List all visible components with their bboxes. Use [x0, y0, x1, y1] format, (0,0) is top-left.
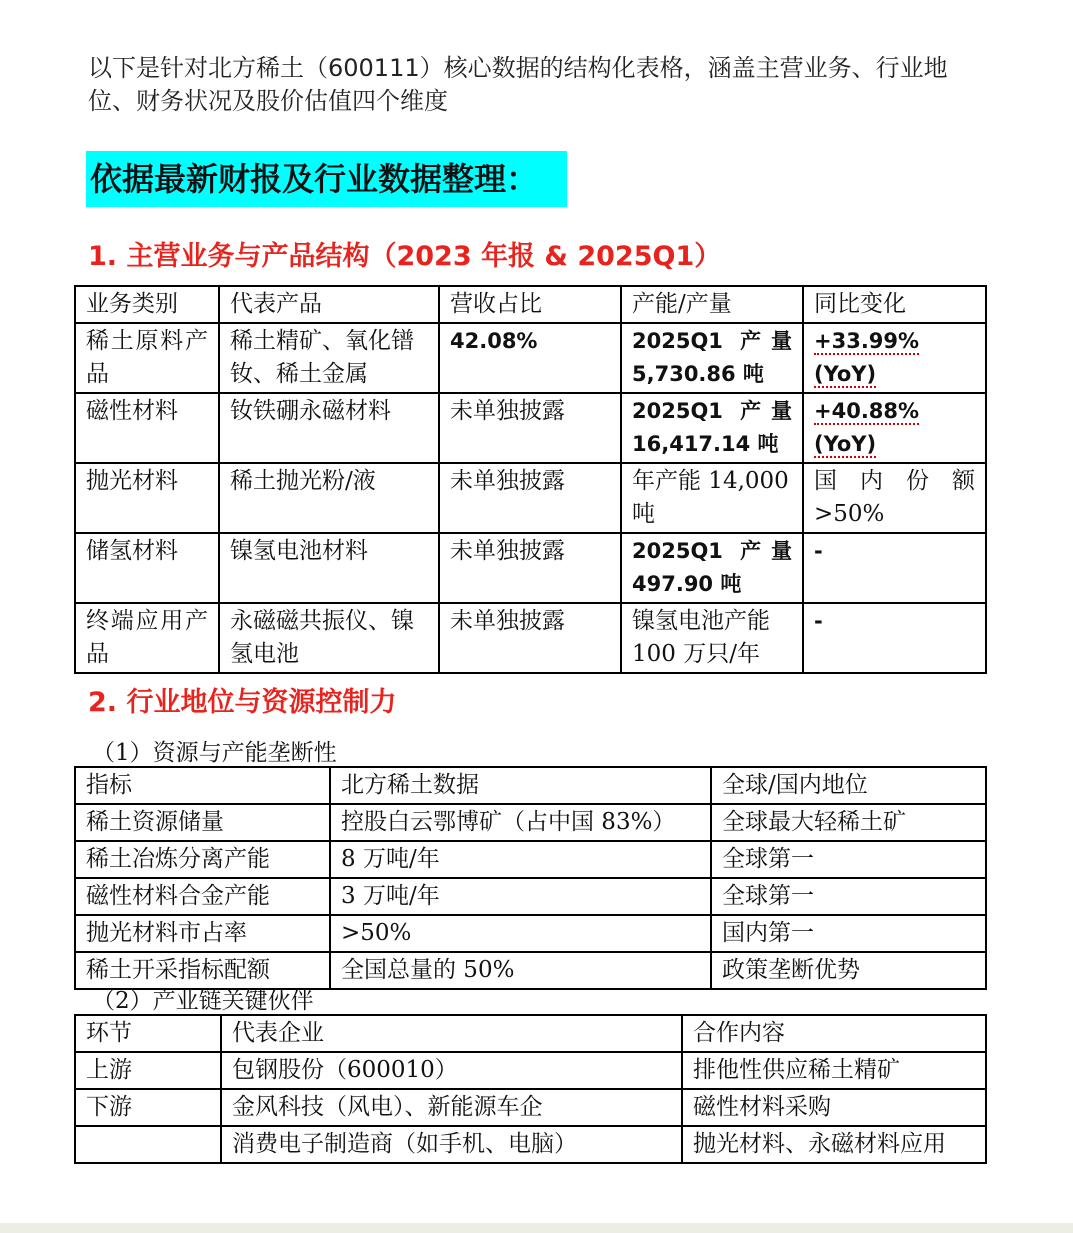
table-cell: 全球第一 — [711, 878, 986, 915]
table-cell: 稀土资源储量 — [75, 804, 330, 841]
section-2-heading — [88, 680, 396, 719]
section-2-number: 2. — [88, 687, 118, 718]
table-row — [75, 533, 986, 603]
table-cell: 稀土原料产品 — [75, 323, 219, 393]
section-1-number: 1. — [88, 241, 118, 272]
table-row — [75, 393, 986, 463]
table-cell: 稀土精矿、氧化镨钕、稀土金属 — [219, 323, 439, 393]
table-cell: 8 万吨/年 — [330, 841, 711, 878]
table-cell: 包钢股份（600010） — [221, 1052, 682, 1089]
table-cell: 永磁磁共振仪、镍氢电池 — [219, 603, 439, 673]
header-cell: 环节 — [75, 1015, 221, 1052]
table-row — [75, 1052, 986, 1089]
table-row — [75, 1126, 986, 1163]
table-row — [75, 463, 986, 533]
table-row — [75, 878, 986, 915]
table-cell: 全球第一 — [711, 841, 986, 878]
table-cell: 国内第一 — [711, 915, 986, 952]
yoy-text: +40.88% (YoY) — [814, 399, 920, 456]
table-header-row — [75, 286, 986, 323]
yoy-text: +33.99% (YoY) — [814, 329, 920, 386]
table-cell: 金风科技（风电）、新能源车企 — [221, 1089, 682, 1126]
table-cell: 未单独披露 — [439, 533, 621, 603]
table-cell: 全国总量的 50% — [330, 952, 711, 989]
table-cell: 镍氢电池材料 — [219, 533, 439, 603]
table-cell: 全球最大轻稀土矿 — [711, 804, 986, 841]
table-header-row — [75, 1015, 986, 1052]
table-header-row — [75, 767, 986, 804]
table-cell: 抛光材料 — [75, 463, 219, 533]
table-cell: 未单独披露 — [439, 463, 621, 533]
table-row — [75, 1089, 986, 1126]
partner-table — [74, 1014, 987, 1164]
table-cell: 抛光材料市占率 — [75, 915, 330, 952]
section-1-title: 主营业务与产品结构（2023 年报 & 2025Q1） — [126, 241, 722, 272]
table-cell — [803, 323, 986, 393]
page-bottom-edge — [0, 1223, 1073, 1233]
intro-line-1: 以下是针对北方稀土（600111）核心数据的结构化表格，涵盖主营业务、行业地 — [88, 54, 948, 82]
table-cell: - — [803, 603, 986, 673]
table-cell: 年产能 14,000 吨 — [621, 463, 803, 533]
table-row — [75, 804, 986, 841]
table-cell: 2025Q1 产量 5,730.86 吨 — [621, 323, 803, 393]
table-cell: 终端应用产品 — [75, 603, 219, 673]
subsection-1-title: （1）资源与产能垄断性 — [92, 740, 337, 766]
table-cell: 控股白云鄂博矿（占中国 83%） — [330, 804, 711, 841]
subsection-2-title: （2）产业链关键伙伴 — [92, 988, 314, 1014]
header-cell: 合作内容 — [682, 1015, 986, 1052]
table-cell: 消费电子制造商（如手机、电脑） — [221, 1126, 682, 1163]
table-row — [75, 915, 986, 952]
table-cell: 磁性材料 — [75, 393, 219, 463]
table-cell — [75, 1126, 221, 1163]
table-cell: 镍氢电池产能 100 万只/年 — [621, 603, 803, 673]
highlight-banner: 依据最新财报及行业数据整理： — [86, 151, 567, 207]
table-cell: 下游 — [75, 1089, 221, 1126]
table-cell: 钕铁硼永磁材料 — [219, 393, 439, 463]
table-cell: - — [803, 533, 986, 603]
header-cell: 指标 — [75, 767, 330, 804]
header-cell: 代表产品 — [219, 286, 439, 323]
table-cell: >50% — [330, 915, 711, 952]
table-cell: 稀土开采指标配额 — [75, 952, 330, 989]
table-cell: 排他性供应稀土精矿 — [682, 1052, 986, 1089]
section-1-heading — [88, 234, 721, 273]
intro-paragraph — [88, 52, 988, 118]
header-cell: 营收占比 — [439, 286, 621, 323]
intro-line-2: 位、财务状况及股价估值四个维度 — [88, 87, 448, 115]
table-cell: 磁性材料采购 — [682, 1089, 986, 1126]
table-row — [75, 841, 986, 878]
table-cell: 未单独披露 — [439, 603, 621, 673]
table-cell: 国内份额>50% — [803, 463, 986, 533]
header-cell: 北方稀土数据 — [330, 767, 711, 804]
table-cell: 42.08% — [439, 323, 621, 393]
table-cell: 3 万吨/年 — [330, 878, 711, 915]
table-cell: 政策垄断优势 — [711, 952, 986, 989]
table-cell: 稀土冶炼分离产能 — [75, 841, 330, 878]
section-2-title: 行业地位与资源控制力 — [126, 687, 397, 718]
header-cell: 全球/国内地位 — [711, 767, 986, 804]
table-cell: 储氢材料 — [75, 533, 219, 603]
table-cell — [803, 393, 986, 463]
business-table — [74, 285, 987, 674]
table-cell: 磁性材料合金产能 — [75, 878, 330, 915]
header-cell: 产能/产量 — [621, 286, 803, 323]
table-row — [75, 603, 986, 673]
resource-table — [74, 766, 987, 990]
table-cell: 2025Q1 产量 16,417.14 吨 — [621, 393, 803, 463]
header-cell: 代表企业 — [221, 1015, 682, 1052]
header-cell: 业务类别 — [75, 286, 219, 323]
table-cell: 稀土抛光粉/液 — [219, 463, 439, 533]
table-row — [75, 323, 986, 393]
header-cell: 同比变化 — [803, 286, 986, 323]
table-cell: 上游 — [75, 1052, 221, 1089]
table-cell: 抛光材料、永磁材料应用 — [682, 1126, 986, 1163]
table-cell: 2025Q1 产量 497.90 吨 — [621, 533, 803, 603]
table-cell: 未单独披露 — [439, 393, 621, 463]
